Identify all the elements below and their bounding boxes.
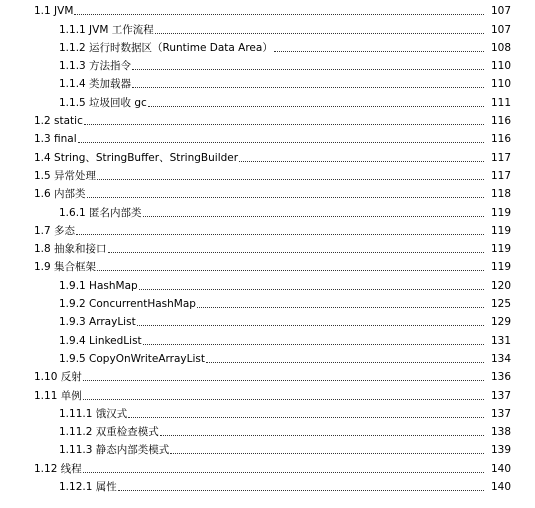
toc-page-number: 139 bbox=[490, 444, 511, 457]
toc-entry-1-10[interactable] bbox=[0, 366, 535, 384]
toc-entry-label: 1.11.2 双重检查模式 bbox=[59, 426, 159, 439]
toc-page-number: 137 bbox=[490, 407, 511, 420]
toc-entry-label: 1.11.1 饿汉式 bbox=[59, 407, 128, 420]
dot-leader bbox=[274, 51, 484, 52]
toc-entry-label: 1.4 String、StringBuffer、StringBuilder bbox=[34, 151, 239, 164]
toc-page-number: 116 bbox=[490, 133, 511, 146]
toc-entry-1-8[interactable] bbox=[0, 238, 535, 256]
toc-entry-1-1-3[interactable] bbox=[0, 55, 535, 73]
toc-entry-1-4[interactable] bbox=[0, 146, 535, 164]
toc-page-number: 129 bbox=[490, 316, 511, 329]
toc-entry-label: 1.1.1 JVM 工作流程 bbox=[59, 23, 154, 36]
dot-leader bbox=[143, 344, 484, 345]
toc-entry-label: 1.7 多态 bbox=[34, 224, 76, 237]
toc-page-number: 108 bbox=[490, 41, 511, 54]
toc-entry-label: 1.5 异常处理 bbox=[34, 169, 97, 182]
toc-entry-label: 1.1 JVM bbox=[34, 5, 74, 18]
toc-entry-1-12-1[interactable] bbox=[0, 476, 535, 494]
dot-leader bbox=[139, 289, 484, 290]
dot-leader bbox=[160, 435, 484, 436]
toc-entry-label: 1.1.4 类加载器 bbox=[59, 78, 132, 91]
dot-leader bbox=[170, 453, 484, 454]
toc-page-number: 125 bbox=[490, 298, 511, 311]
dot-leader bbox=[76, 234, 484, 235]
toc-entry-1-1-4[interactable] bbox=[0, 73, 535, 91]
toc-entry-1-1-5[interactable] bbox=[0, 92, 535, 110]
toc-entry-label: 1.11 单例 bbox=[34, 389, 82, 402]
toc-entry-label: 1.9.1 HashMap bbox=[59, 279, 138, 292]
dot-leader bbox=[137, 325, 484, 326]
toc-page-number: 111 bbox=[490, 96, 511, 109]
toc-page-number: 116 bbox=[490, 115, 511, 128]
dot-leader bbox=[108, 252, 484, 253]
toc-entry-label: 1.1.3 方法指令 bbox=[59, 60, 132, 73]
toc-entry-1-1-2[interactable] bbox=[0, 37, 535, 55]
toc-entry-label: 1.6 内部类 bbox=[34, 188, 86, 201]
toc-page-number: 120 bbox=[490, 279, 511, 292]
toc-page-number: 107 bbox=[490, 23, 511, 36]
toc-entry-label: 1.1.5 垃圾回收 gc bbox=[59, 96, 147, 109]
dot-leader bbox=[132, 69, 484, 70]
dot-leader bbox=[87, 197, 484, 198]
toc-entry-label: 1.9.5 CopyOnWriteArrayList bbox=[59, 352, 205, 365]
dot-leader bbox=[83, 472, 484, 473]
toc-page-number: 117 bbox=[490, 169, 511, 182]
toc-entry-label: 1.10 反射 bbox=[34, 371, 82, 384]
toc-entry-label: 1.2 static bbox=[34, 115, 83, 128]
toc-entry-1-6[interactable] bbox=[0, 183, 535, 201]
toc-entry-1-1[interactable] bbox=[0, 0, 535, 18]
dot-leader bbox=[84, 124, 484, 125]
dot-leader bbox=[206, 362, 484, 363]
toc-entry-1-6-1[interactable] bbox=[0, 201, 535, 219]
dot-leader bbox=[97, 270, 484, 271]
toc-entry-1-9[interactable] bbox=[0, 256, 535, 274]
toc-entry-1-9-1[interactable] bbox=[0, 275, 535, 293]
toc-entry-label: 1.8 抽象和接口 bbox=[34, 243, 107, 256]
toc-entry-1-2[interactable] bbox=[0, 110, 535, 128]
dot-leader bbox=[239, 161, 484, 162]
dot-leader bbox=[155, 33, 484, 34]
toc-entry-label: 1.11.3 静态内部类模式 bbox=[59, 444, 170, 457]
toc-entry-label: 1.6.1 匿名内部类 bbox=[59, 206, 142, 219]
dot-leader bbox=[118, 490, 484, 491]
toc-entry-1-1-1[interactable] bbox=[0, 18, 535, 36]
toc-page-number: 137 bbox=[490, 389, 511, 402]
toc-page-number: 117 bbox=[490, 151, 511, 164]
toc-entry-1-9-5[interactable] bbox=[0, 348, 535, 366]
toc-page-number: 136 bbox=[490, 371, 511, 384]
toc-entry-label: 1.12 线程 bbox=[34, 462, 82, 475]
toc-entry-label: 1.12.1 属性 bbox=[59, 481, 117, 494]
toc-page-number: 107 bbox=[490, 5, 511, 18]
toc-entry-label: 1.9.3 ArrayList bbox=[59, 316, 136, 329]
toc-entry-1-12[interactable] bbox=[0, 458, 535, 476]
toc-entry-1-11-3[interactable] bbox=[0, 439, 535, 457]
dot-leader bbox=[83, 380, 484, 381]
dot-leader bbox=[83, 399, 484, 400]
toc-entry-label: 1.1.2 运行时数据区（Runtime Data Area） bbox=[59, 41, 273, 54]
dot-leader bbox=[143, 216, 484, 217]
toc-page-number: 119 bbox=[490, 243, 511, 256]
toc-entry-1-9-4[interactable] bbox=[0, 329, 535, 347]
dot-leader bbox=[197, 307, 484, 308]
toc-page-number: 110 bbox=[490, 78, 511, 91]
dot-leader bbox=[78, 142, 484, 143]
toc-page-number: 119 bbox=[490, 206, 511, 219]
toc-entry-1-11[interactable] bbox=[0, 384, 535, 402]
toc-entry-1-11-2[interactable] bbox=[0, 421, 535, 439]
toc-entry-1-9-2[interactable] bbox=[0, 293, 535, 311]
dot-leader bbox=[148, 106, 484, 107]
toc-page-number: 119 bbox=[490, 224, 511, 237]
toc-page-number: 118 bbox=[490, 188, 511, 201]
toc-entry-1-7[interactable] bbox=[0, 220, 535, 238]
toc-page-number: 119 bbox=[490, 261, 511, 274]
toc-entry-label: 1.9.4 LinkedList bbox=[59, 334, 142, 347]
toc-page-number: 138 bbox=[490, 426, 511, 439]
toc-page-number: 140 bbox=[490, 462, 511, 475]
toc-entry-1-11-1[interactable] bbox=[0, 403, 535, 421]
toc-entry-label: 1.9.2 ConcurrentHashMap bbox=[59, 298, 196, 311]
toc-entry-1-9-3[interactable] bbox=[0, 311, 535, 329]
toc-page-number: 131 bbox=[490, 334, 511, 347]
toc-page-number: 134 bbox=[490, 352, 511, 365]
dot-leader bbox=[132, 87, 484, 88]
toc-page-number: 110 bbox=[490, 60, 511, 73]
dot-leader bbox=[97, 179, 484, 180]
toc-entry-label: 1.9 集合框架 bbox=[34, 261, 97, 274]
toc-entry-1-5[interactable] bbox=[0, 165, 535, 183]
dot-leader bbox=[74, 14, 484, 15]
toc-entry-label: 1.3 final bbox=[34, 133, 77, 146]
toc-page-number: 140 bbox=[490, 481, 511, 494]
toc-entry-1-3[interactable] bbox=[0, 128, 535, 146]
dot-leader bbox=[128, 417, 484, 418]
